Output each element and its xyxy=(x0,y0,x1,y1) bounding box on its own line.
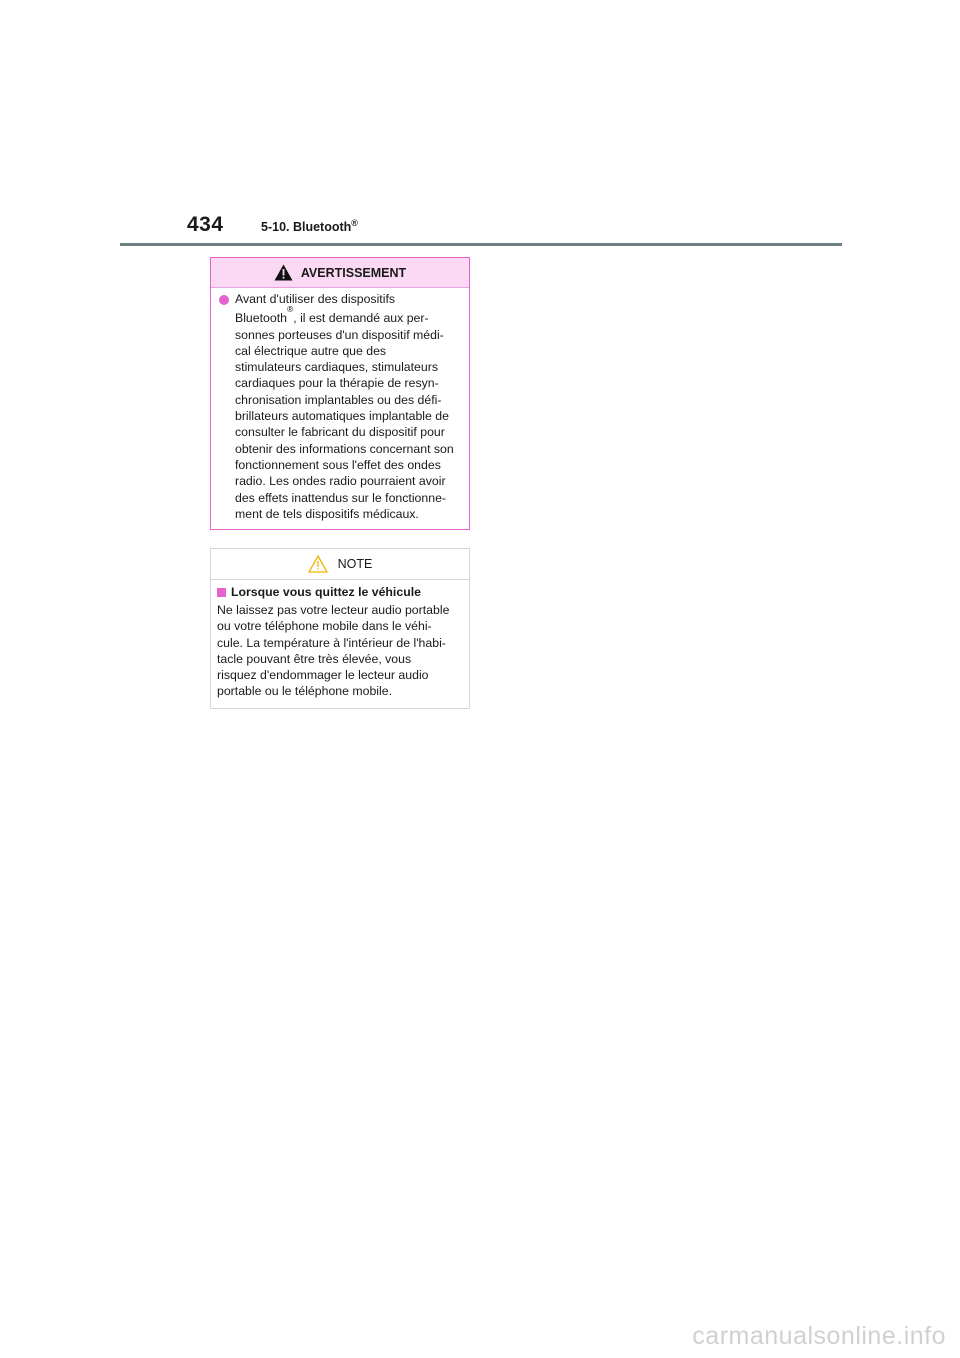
warning-text xyxy=(235,291,454,522)
registered-mark: ® xyxy=(351,218,358,228)
watermark: carmanualsonline.info xyxy=(692,1322,946,1350)
note-heading-row xyxy=(217,585,461,599)
warning-header xyxy=(211,258,469,288)
note-title: NOTE xyxy=(337,557,373,571)
note-line: risquez d'endommager le lecteur audio xyxy=(217,668,429,683)
note-box xyxy=(210,548,470,709)
caution-triangle-icon xyxy=(308,555,328,573)
warning-title: AVERTISSEMENT xyxy=(300,265,407,280)
warning-line: cardiaques pour la thérapie de resyn- xyxy=(235,376,439,391)
warning-line: stimulateurs cardiaques, stimulateurs xyxy=(235,360,438,375)
note-body xyxy=(211,580,469,708)
warning-box xyxy=(210,257,470,530)
warning-line: sonnes porteuses d'un dispositif médi- xyxy=(235,327,444,342)
warning-line: obtenir des informations concernant son xyxy=(235,441,454,456)
warning-line: chronisation implantables ou des défi- xyxy=(235,392,442,407)
warning-line: fonctionnement sous l'effet des ondes xyxy=(235,457,441,472)
section-title-text: 5-10. Bluetooth xyxy=(261,220,352,234)
warning-line-part: Bluetooth xyxy=(235,311,287,326)
note-line: tacle pouvant être très élevée, vous xyxy=(217,651,412,666)
warning-line xyxy=(235,304,454,326)
note-header xyxy=(211,549,469,580)
warning-line: ment de tels dispositifs médicaux. xyxy=(235,506,419,521)
warning-line: des effets inattendus sur le fonctionne- xyxy=(235,490,447,505)
note-line: cule. La température à l'intérieur de l'habi- xyxy=(217,635,446,650)
warning-item xyxy=(219,291,459,522)
warning-line: cal électrique autre que des xyxy=(235,343,387,358)
section-title xyxy=(261,220,358,234)
warning-line-part: , il est demandé aux per- xyxy=(293,311,429,326)
warning-line: Avant d'utiliser des dispositifs xyxy=(235,292,396,306)
warning-body xyxy=(211,288,469,529)
warning-line: radio. Les ondes radio pourraient avoir xyxy=(235,474,446,489)
note-line: portable ou le téléphone mobile. xyxy=(217,684,393,699)
warning-line: consulter le fabricant du dispositif pour xyxy=(235,425,445,440)
bullet-icon xyxy=(219,295,229,305)
header-rule xyxy=(120,243,842,246)
page-number: 434 xyxy=(187,213,224,236)
square-bullet-icon xyxy=(217,588,226,597)
note-text xyxy=(217,602,461,700)
note-line: ou votre téléphone mobile dans le véhi- xyxy=(217,619,432,634)
registered-mark: ® xyxy=(286,304,294,315)
warning-line: brillateurs automatiques implantable de xyxy=(235,409,449,424)
note-heading: Lorsque vous quittez le véhicule xyxy=(231,585,421,599)
warning-triangle-icon xyxy=(274,264,293,281)
note-line: Ne laissez pas votre lecteur audio portable xyxy=(217,603,450,617)
